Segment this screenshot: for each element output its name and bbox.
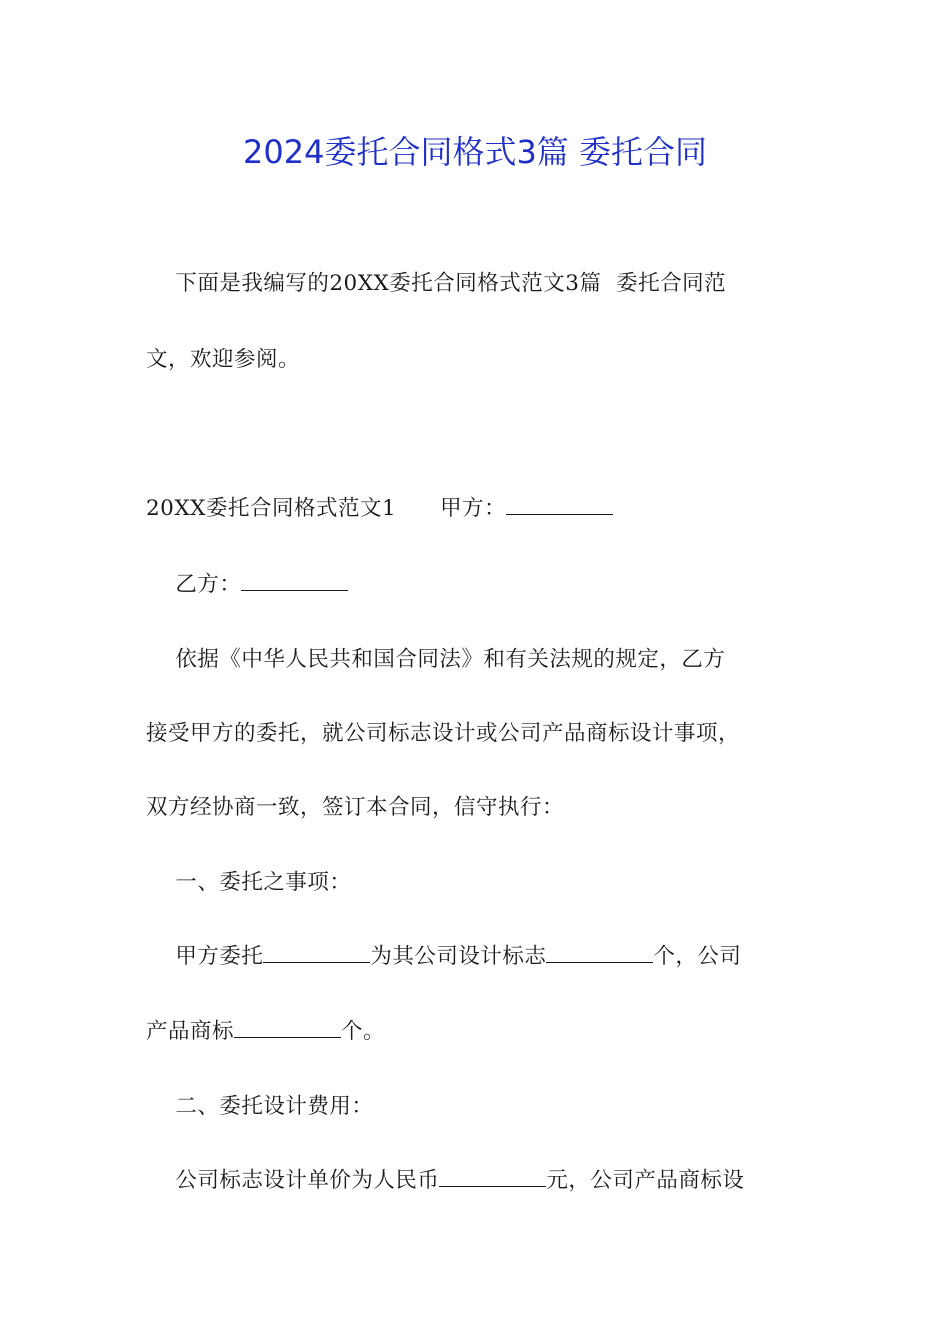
entrustee-blank bbox=[263, 944, 370, 963]
clause-2-line-1 bbox=[146, 1163, 744, 1199]
party-a-label: 甲方： bbox=[440, 496, 507, 521]
clause-1-text-e: 个。 bbox=[341, 1019, 386, 1044]
clause-2-text-b: 元，公司产品商标设 bbox=[546, 1168, 745, 1193]
clause-1-line-2 bbox=[146, 1014, 385, 1050]
clause-2-text-a: 公司标志设计单价为人民币 bbox=[146, 1168, 440, 1193]
logo-price-blank bbox=[439, 1168, 546, 1187]
clause-1-heading: 一、委托之事项： bbox=[146, 870, 352, 895]
clause-1-text-c: 个，公司 bbox=[653, 944, 742, 969]
logo-count-blank bbox=[546, 944, 653, 963]
intro-line-1: 下面是我编写的20XX委托合同格式范文3篇 委托合同范 bbox=[146, 271, 727, 296]
trademark-count-blank bbox=[234, 1019, 341, 1038]
clause-2-heading: 二、委托设计费用： bbox=[146, 1094, 374, 1119]
clause-1-text-a: 甲方委托 bbox=[146, 944, 264, 969]
clause-1-text-b: 为其公司设计标志 bbox=[370, 944, 547, 969]
party-b-blank bbox=[241, 572, 348, 591]
intro-line-2: 文，欢迎参阅。 bbox=[146, 347, 301, 372]
document-title: 2024委托合同格式3篇 委托合同 bbox=[243, 133, 707, 171]
section-1-heading: 20XX委托合同格式范文1 bbox=[146, 496, 397, 521]
party-b-label: 乙方： bbox=[146, 572, 242, 597]
para-1-line-2: 接受甲方的委托，就公司标志设计或公司产品商标设计事项， bbox=[146, 721, 741, 746]
clause-1-line-1 bbox=[146, 939, 741, 975]
para-1-line-3: 双方经协商一致，签订本合同，信守执行： bbox=[146, 795, 565, 820]
clause-1-text-d: 产品商标 bbox=[146, 1019, 235, 1044]
para-1-line-1: 依据《中华人民共和国合同法》和有关法规的规定，乙方 bbox=[146, 647, 726, 672]
party-b-line bbox=[146, 567, 348, 603]
party-a-blank bbox=[506, 496, 613, 515]
section-1-heading-line bbox=[146, 491, 613, 527]
